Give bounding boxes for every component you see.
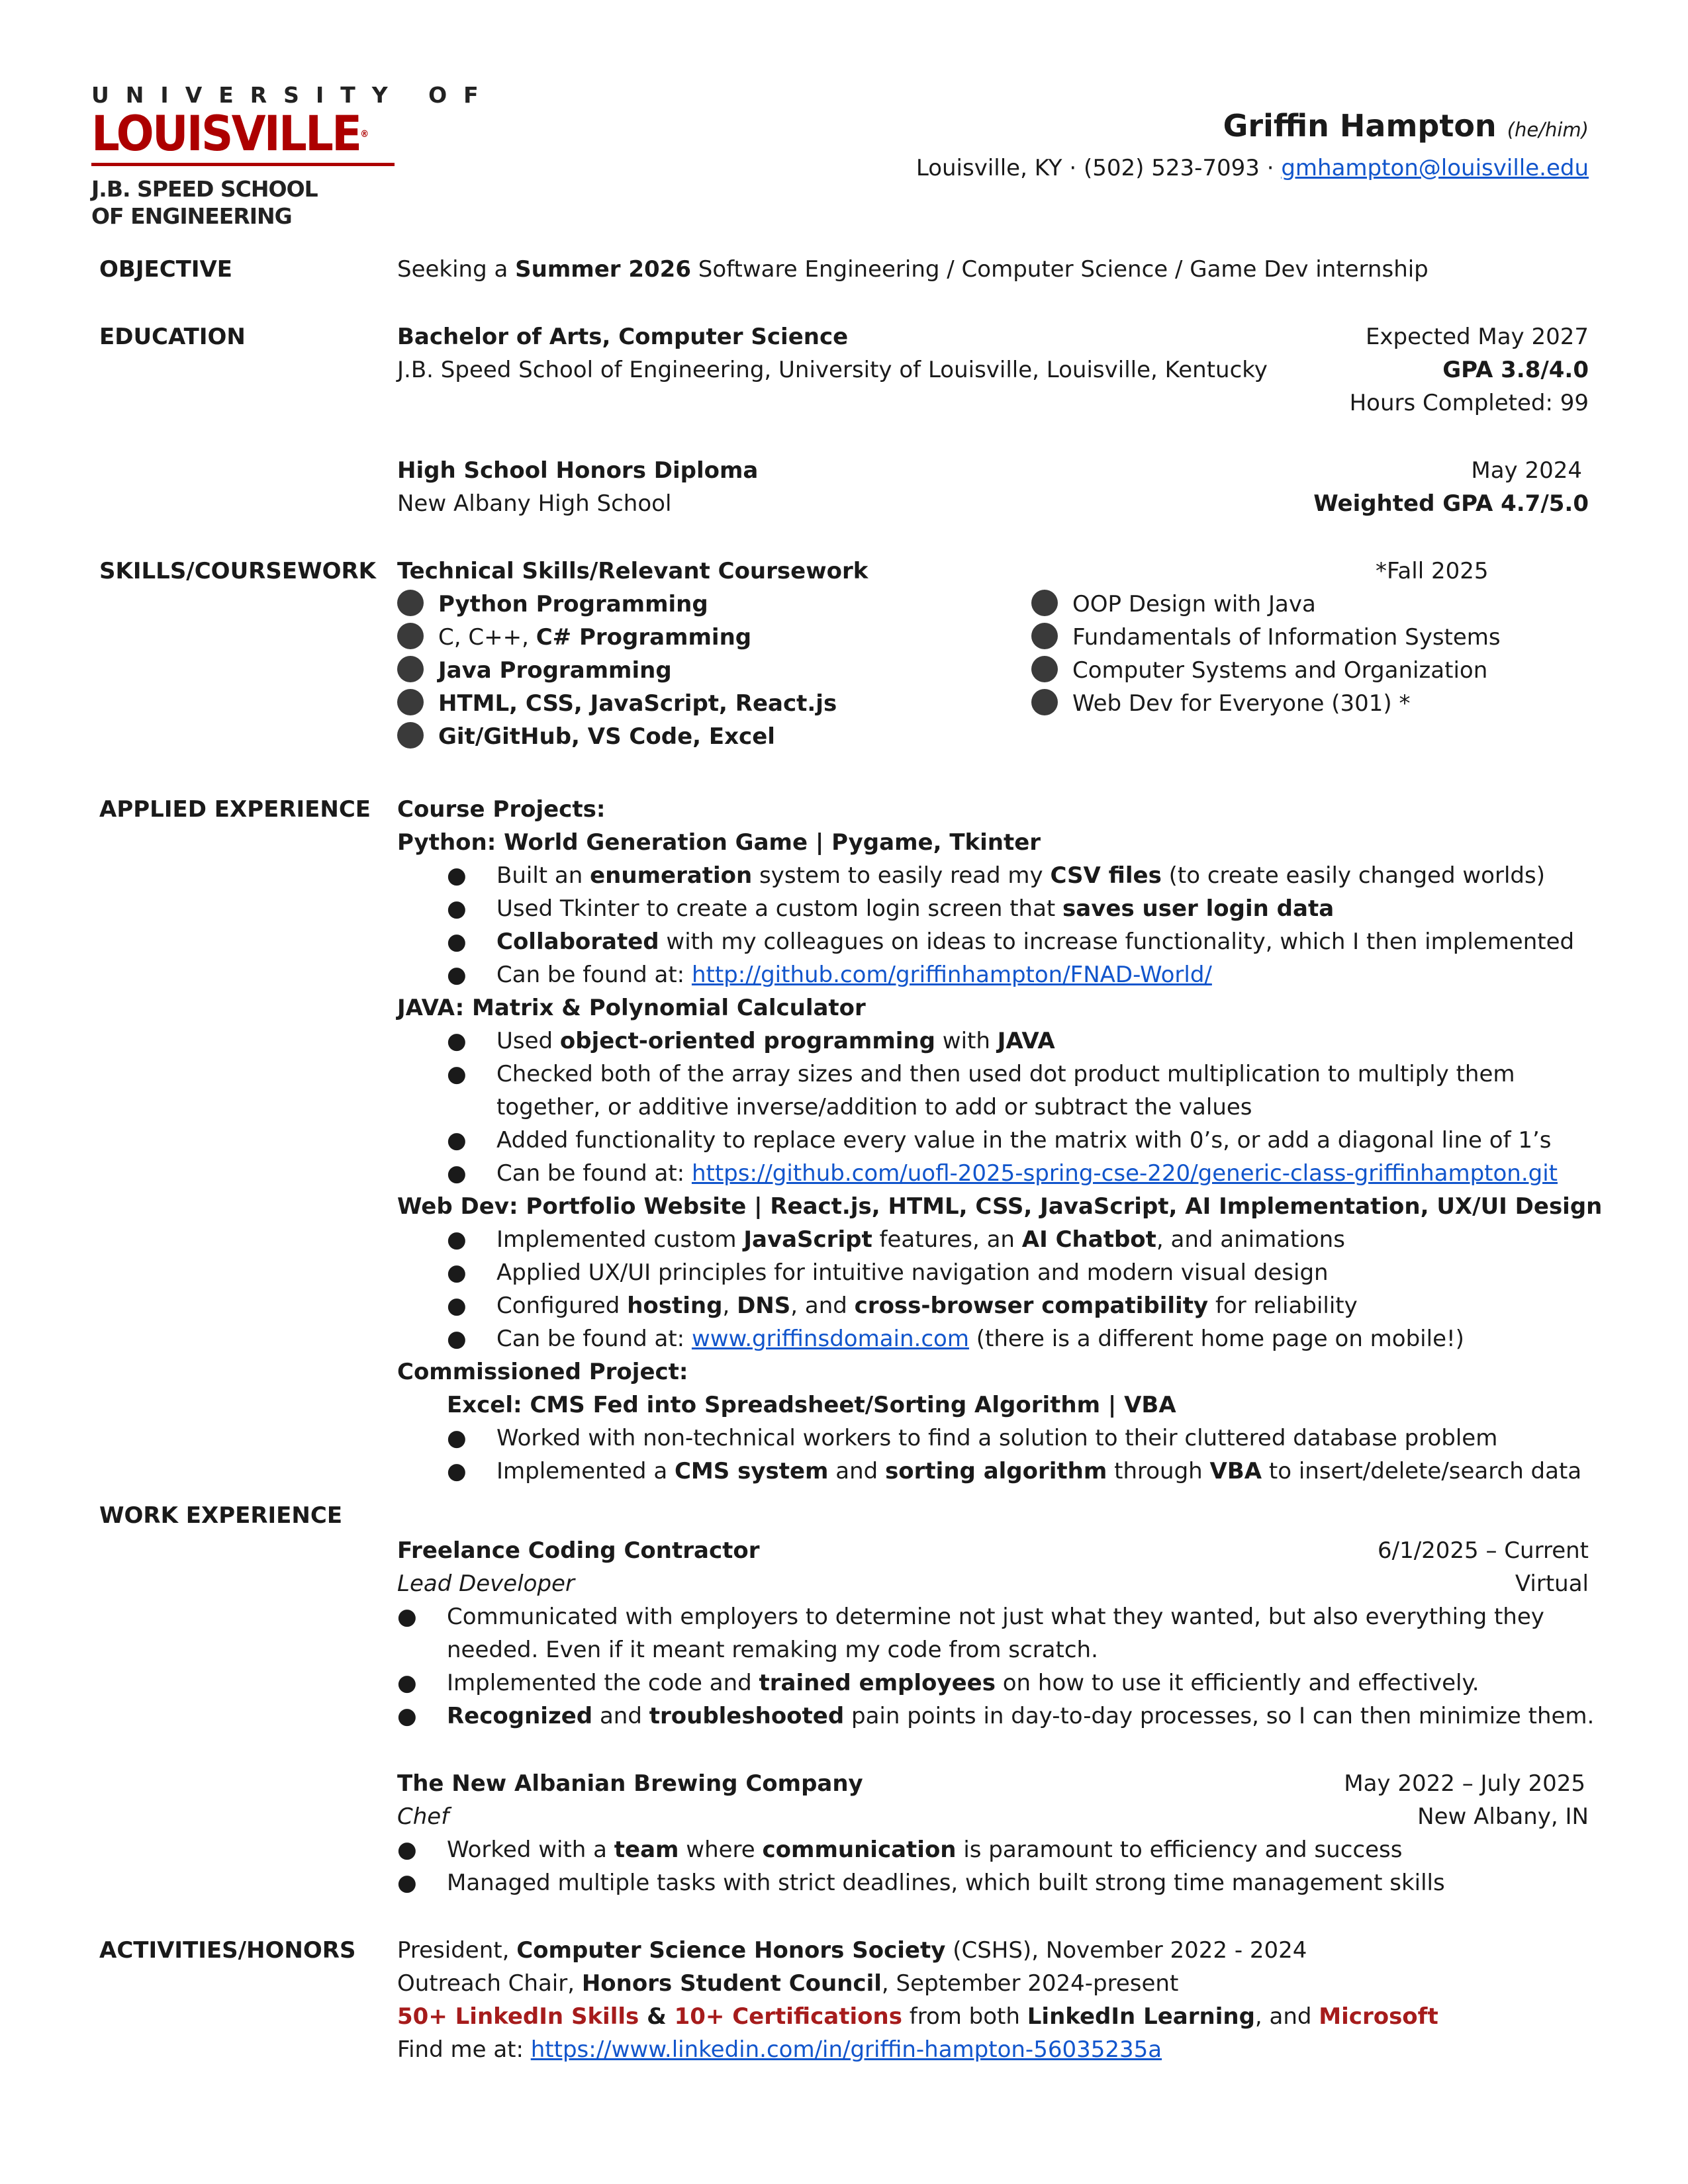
list-item-text — [447, 1700, 1594, 1733]
text-run: , — [722, 1293, 737, 1319]
candidate-name: Griffin Hampton — [1223, 108, 1497, 144]
text-run: Find me at: — [397, 2036, 531, 2063]
skill-item — [397, 654, 672, 687]
text-run: Can be found at: — [496, 1160, 692, 1187]
text-run-bold: DNS — [737, 1293, 791, 1319]
circle-bullet-icon — [1031, 590, 1058, 616]
job1-date: 6/1/2025 – Current — [1377, 1537, 1589, 1564]
project-webdev-title: Web Dev: Portfolio Website | React.js, HTML, CSS, JavaScript, AI Implementation, UX/UI Design — [397, 1193, 1603, 1220]
logo-school-line2: OF ENGINEERING — [91, 203, 292, 229]
course-item — [1031, 654, 1487, 687]
bullet-icon: ● — [447, 1259, 467, 1286]
course-item — [1031, 588, 1316, 621]
circle-bullet-icon — [397, 656, 424, 682]
text-run: , September 2024-present — [881, 1970, 1179, 1997]
text-run: (to create easily changed worlds) — [1161, 862, 1545, 889]
email-link[interactable]: gmhampton@louisville.edu — [1281, 155, 1589, 181]
text-run-bold: sorting algorithm — [885, 1458, 1107, 1484]
bullet-icon: ● — [397, 1604, 417, 1630]
text-run: and — [592, 1703, 649, 1729]
project-excel-title: Excel: CMS Fed into Spreadsheet/Sorting Algorithm | VBA — [447, 1392, 1176, 1418]
text-run: Can be found at: — [496, 1326, 692, 1352]
list-item-continuation: needed. Even if it meant remaking my code from scratch. — [447, 1637, 1098, 1663]
course-projects-heading: Course Projects: — [397, 796, 606, 823]
fall-note: *Fall 2025 — [1376, 558, 1489, 584]
objective-text — [397, 253, 1429, 286]
skill-item-plain: C, C++, — [438, 624, 536, 651]
skill-item-bold: Python Programming — [438, 591, 708, 617]
section-activities: ACTIVITIES/HONORS — [99, 1937, 356, 1964]
text-run: Used — [496, 1028, 560, 1054]
text-run: Built an — [496, 862, 590, 889]
list-item-text — [447, 1833, 1402, 1866]
activity-item — [397, 1934, 1307, 1967]
bullet-icon: ● — [447, 862, 467, 889]
list-item-text — [496, 958, 1212, 991]
bullet-icon: ● — [447, 1028, 467, 1054]
text-run: , and — [790, 1293, 855, 1319]
portfolio-site-link[interactable]: www.griffinsdomain.com — [691, 1326, 969, 1352]
skill-item-bold: HTML, CSS, JavaScript, React.js — [438, 690, 837, 717]
skill-item — [397, 588, 708, 621]
bullet-icon: ● — [447, 1458, 467, 1484]
hs-gpa: Weighted GPA 4.7/5.0 — [1313, 490, 1589, 517]
skill-item — [397, 720, 775, 753]
list-item-text — [496, 1223, 1345, 1256]
job2-location: New Albany, IN — [1417, 1803, 1589, 1830]
text-run: on how to use it efficiently and effectively. — [995, 1670, 1479, 1696]
bullet-icon: ● — [397, 1703, 417, 1729]
github-matrix-link[interactable]: https://github.com/uofl-2025-spring-cse-220/generic-class-griffinhampton.git — [691, 1160, 1558, 1187]
text-run: Configured — [496, 1293, 628, 1319]
text-run-bold: LinkedIn Learning — [1027, 2003, 1255, 2030]
section-objective: OBJECTIVE — [99, 256, 233, 283]
text-run: features, an — [872, 1226, 1022, 1253]
logo-louisville-text: LOUISVILLE — [91, 106, 361, 162]
text-run: to insert/delete/search data — [1262, 1458, 1582, 1484]
text-run-bold: & — [639, 2003, 675, 2030]
text-run-bold: Collaborated — [496, 929, 659, 955]
job1-title: Freelance Coding Contractor — [397, 1537, 760, 1564]
section-applied: APPLIED EXPERIENCE — [99, 796, 371, 823]
objective-term: Summer 2026 — [515, 256, 691, 283]
list-item-text — [496, 1024, 1055, 1058]
bullet-icon: ● — [447, 962, 467, 988]
text-run: and — [828, 1458, 886, 1484]
skill-item — [397, 687, 837, 720]
text-run-bold: cross-browser compatibility — [854, 1293, 1209, 1319]
list-item-text — [496, 1289, 1358, 1322]
list-item-text: Managed multiple tasks with strict deadlines, which built strong time management skills — [447, 1870, 1445, 1896]
contact-location-phone: Louisville, KY · (502) 523-7093 · — [915, 155, 1282, 181]
text-run-bold: Computer Science Honors Society — [516, 1937, 946, 1964]
text-run-bold: team — [614, 1837, 679, 1863]
logo-rule — [91, 163, 395, 166]
objective-pre: Seeking a — [397, 256, 516, 283]
pronouns: (he/him) — [1507, 118, 1589, 141]
activity-item — [397, 2000, 1438, 2033]
text-run: Can be found at: — [496, 962, 692, 988]
logo-registered-mark: ® — [360, 129, 369, 140]
text-run: Implemented custom — [496, 1226, 744, 1253]
section-education: EDUCATION — [99, 324, 246, 350]
text-run-bold: JAVA — [997, 1028, 1055, 1054]
course-item — [1031, 621, 1501, 654]
list-item-text — [496, 1157, 1558, 1190]
bullet-icon: ● — [447, 895, 467, 922]
text-run-bold: trained employees — [759, 1670, 996, 1696]
text-run-bold: AI Chatbot — [1021, 1226, 1156, 1253]
list-item-text — [496, 925, 1574, 958]
circle-bullet-icon — [397, 623, 424, 649]
project-java-title: JAVA: Matrix & Polynomial Calculator — [397, 995, 866, 1021]
bullet-icon: ● — [447, 1226, 467, 1253]
bullet-icon: ● — [447, 1061, 467, 1087]
text-run-bold: enumeration — [590, 862, 753, 889]
circle-bullet-icon — [1031, 689, 1058, 715]
linkedin-link[interactable]: https://www.linkedin.com/in/griffin-hampton-56035235a — [530, 2036, 1162, 2063]
text-run: (CSHS), November 2022 - 2024 — [945, 1937, 1307, 1964]
activity-item — [397, 1967, 1178, 2000]
text-run: where — [679, 1837, 763, 1863]
bullet-icon: ● — [447, 1293, 467, 1319]
skill-item — [397, 621, 751, 654]
text-run: pain points in day-to-day processes, so I can then minimize them. — [844, 1703, 1595, 1729]
list-item-text — [496, 859, 1545, 892]
circle-bullet-icon — [1031, 656, 1058, 682]
hs-name: New Albany High School — [397, 490, 672, 517]
text-run-bold: troubleshooted — [649, 1703, 845, 1729]
bullet-icon: ● — [397, 1870, 417, 1896]
bullet-icon: ● — [447, 929, 467, 955]
list-item-text — [447, 1666, 1479, 1700]
course-item — [1031, 687, 1410, 720]
course-item-label: Web Dev for Everyone (301) * — [1072, 690, 1411, 717]
text-run: with my colleagues on ideas to increase functionality, which I then implemented — [659, 929, 1575, 955]
list-item-text: Added functionality to replace every value in the matrix with 0’s, or add a diagonal line of 1’s — [496, 1127, 1552, 1154]
skills-heading: Technical Skills/Relevant Coursework — [397, 558, 868, 584]
hours-completed: Hours Completed: 99 — [1349, 390, 1589, 416]
contact-line — [916, 151, 1589, 185]
text-run-bold: hosting — [627, 1293, 723, 1319]
bullet-icon: ● — [397, 1837, 417, 1863]
text-run-highlight: Microsoft — [1319, 2003, 1438, 2030]
job2-title: The New Albanian Brewing Company — [397, 1770, 863, 1797]
list-item-text: Communicated with employers to determine not just what they wanted, but also everything they — [447, 1604, 1544, 1630]
section-work: WORK EXPERIENCE — [99, 1502, 343, 1529]
job1-location: Virtual — [1515, 1570, 1589, 1597]
text-run: system to easily read my — [752, 862, 1051, 889]
section-skills: SKILLS/COURSEWORK — [99, 558, 377, 584]
text-run-bold: CMS system — [674, 1458, 829, 1484]
hs-diploma: High School Honors Diploma — [397, 457, 759, 484]
skill-item-bold: Java Programming — [438, 657, 672, 684]
text-run: Worked with a — [447, 1837, 614, 1863]
list-item-text: Applied UX/UI principles for intuitive navigation and modern visual design — [496, 1259, 1329, 1286]
degree-expected-date: Expected May 2027 — [1365, 324, 1589, 350]
text-run: , and animations — [1156, 1226, 1345, 1253]
job2-role: Chef — [397, 1803, 449, 1830]
circle-bullet-icon — [397, 722, 424, 749]
text-run: for reliability — [1208, 1293, 1358, 1319]
list-item-text — [496, 1455, 1581, 1488]
text-run: Implemented a — [496, 1458, 675, 1484]
circle-bullet-icon — [1031, 623, 1058, 649]
bullet-icon: ● — [447, 1326, 467, 1352]
course-item-label: OOP Design with Java — [1072, 591, 1316, 617]
github-fnad-link[interactable]: http://github.com/griffinhampton/FNAD-World/ — [691, 962, 1212, 988]
logo-louisville — [91, 106, 384, 162]
circle-bullet-icon — [397, 590, 424, 616]
course-item-label: Fundamentals of Information Systems — [1072, 624, 1501, 651]
text-run: through — [1107, 1458, 1210, 1484]
bullet-icon: ● — [447, 1160, 467, 1187]
text-run-bold: object-oriented programming — [559, 1028, 935, 1054]
text-run: President, — [397, 1937, 517, 1964]
logo-school-line1: J.B. SPEED SCHOOL — [91, 176, 318, 202]
text-run: is paramount to efficiency and success — [956, 1837, 1403, 1863]
text-run: (there is a different home page on mobile!) — [968, 1326, 1464, 1352]
skill-item-bold: C# Programming — [536, 624, 752, 651]
degree-title: Bachelor of Arts, Computer Science — [397, 324, 849, 350]
text-run: from both — [902, 2003, 1027, 2030]
candidate-name-line — [916, 105, 1589, 151]
text-run: with — [935, 1028, 998, 1054]
list-item-text: Worked with non-technical workers to find a solution to their cluttered database problem — [496, 1425, 1498, 1451]
activity-item — [397, 2033, 1162, 2066]
text-run-bold: saves user login data — [1062, 895, 1335, 922]
text-run-bold: CSV files — [1050, 862, 1162, 889]
circle-bullet-icon — [397, 689, 424, 715]
skill-item-bold: Git/GitHub, VS Code, Excel — [438, 723, 775, 750]
list-item-continuation: together, or additive inverse/addition to add or subtract the values — [496, 1094, 1252, 1120]
objective-post: Software Engineering / Computer Science / Game Dev internship — [690, 256, 1429, 283]
degree-gpa: GPA 3.8/4.0 — [1442, 357, 1589, 383]
text-run-bold: communication — [762, 1837, 957, 1863]
contact-header — [916, 105, 1589, 185]
course-item-label: Computer Systems and Organization — [1072, 657, 1488, 684]
job1-role: Lead Developer — [397, 1570, 575, 1597]
bullet-icon: ● — [447, 1127, 467, 1154]
text-run-bold: Honors Student Council — [581, 1970, 882, 1997]
text-run: Outreach Chair, — [397, 1970, 582, 1997]
bullet-icon: ● — [447, 1425, 467, 1451]
commissioned-heading: Commissioned Project: — [397, 1359, 688, 1385]
list-item-text — [496, 1322, 1464, 1355]
text-run-highlight: 10+ Certifications — [674, 2003, 902, 2030]
degree-school: J.B. Speed School of Engineering, University of Louisville, Louisville, Kentucky — [397, 357, 1268, 383]
text-run-bold: Recognized — [447, 1703, 593, 1729]
list-item-text — [496, 892, 1334, 925]
text-run-highlight: 50+ LinkedIn Skills — [397, 2003, 639, 2030]
text-run: Implemented the code and — [447, 1670, 759, 1696]
list-item-text: Checked both of the array sizes and then used dot product multiplication to multiply them — [496, 1061, 1515, 1087]
text-run-bold: VBA — [1209, 1458, 1262, 1484]
text-run-bold: JavaScript — [743, 1226, 872, 1253]
project-python-title: Python: World Generation Game | Pygame, Tkinter — [397, 829, 1041, 856]
university-logo — [91, 82, 495, 230]
bullet-icon: ● — [397, 1670, 417, 1696]
logo-university-of: UNIVERSITY OF — [91, 82, 495, 108]
text-run: , and — [1254, 2003, 1319, 2030]
text-run: Used Tkinter to create a custom login screen that — [496, 895, 1063, 922]
job2-date: May 2022 – July 2025 — [1344, 1770, 1585, 1797]
hs-date: May 2024 — [1471, 457, 1582, 484]
